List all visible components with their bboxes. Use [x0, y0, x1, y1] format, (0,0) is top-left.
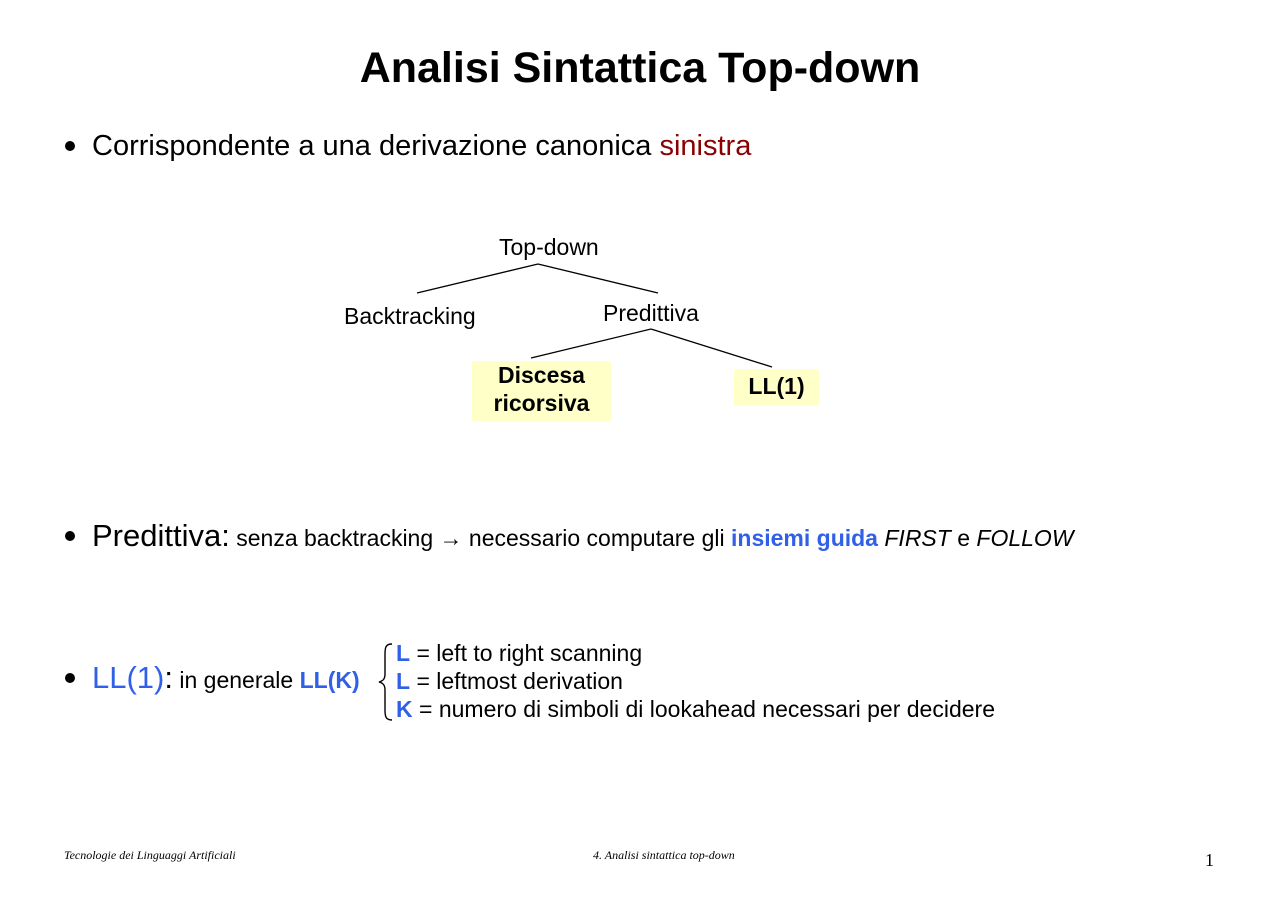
- bullet-3: [92, 658, 360, 704]
- footer-chapter: 4. Analisi sintattica top-down: [593, 848, 735, 862]
- tree-node-discesa-ricorsiva: [472, 361, 611, 421]
- bullet-2-conj: e: [950, 525, 977, 551]
- edge-root-predittiva: [538, 264, 658, 293]
- bullet-2-text2: necessario computare gli: [462, 525, 731, 551]
- edge-root-backtracking: [417, 264, 538, 293]
- ll-line-2-desc: = leftmost derivation: [410, 668, 623, 694]
- ll-line-1: [396, 639, 995, 667]
- bullet-3-colon: :: [164, 660, 173, 695]
- bullet-2-term: Predittiva: [92, 518, 222, 553]
- bullet-3-term: LL(1): [92, 660, 165, 695]
- bullet-2-highlight: insiemi guida: [731, 525, 878, 551]
- bullet-1-text: Corrispondente a una derivazione canonica: [92, 130, 660, 162]
- bullet-3-text1: in generale: [173, 667, 300, 693]
- edge-predittiva-ll1: [651, 329, 772, 367]
- page-title: Analisi Sintattica Top-down: [359, 44, 921, 92]
- ll-line-2-key: L: [396, 668, 411, 694]
- arrow-right-icon: →: [439, 525, 463, 551]
- bullet-2-first: FIRST: [884, 525, 951, 551]
- bullet-3-term2: LL(K): [299, 667, 360, 693]
- tree-node-predittiva: Predittiva: [603, 300, 699, 326]
- ll-line-3-desc: = numero di simboli di lookahead necessari per decidere: [412, 696, 995, 722]
- bullet-dot: [65, 531, 75, 541]
- tree-node-discesa-line2: ricorsiva: [493, 390, 590, 416]
- ll-line-2: [396, 667, 995, 695]
- footer-page-number: 1: [1205, 850, 1214, 870]
- ll-definitions: [396, 639, 995, 723]
- tree-node-root: Top-down: [499, 234, 599, 260]
- tree-node-ll1: LL(1): [734, 369, 819, 405]
- edge-predittiva-discesa: [531, 329, 651, 358]
- bullet-2-follow: FOLLOW: [976, 525, 1074, 551]
- tree-node-discesa-line1: Discesa: [498, 362, 585, 388]
- ll-line-3-key: K: [396, 696, 413, 722]
- ll-line-1-key: L: [396, 640, 411, 666]
- bullet-2-colon: :: [221, 518, 230, 553]
- bullet-dot: [65, 673, 75, 683]
- bullet-2: [92, 516, 1074, 562]
- bullet-2-text1: senza backtracking: [229, 525, 440, 551]
- ll-line-1-desc: = left to right scanning: [410, 640, 643, 666]
- footer-course: Tecnologie dei Linguaggi Artificiali: [64, 848, 236, 862]
- curly-brace-icon: [378, 642, 394, 722]
- bullet-1-highlight: sinistra: [659, 130, 752, 162]
- ll-line-3: [396, 695, 995, 723]
- tree-node-backtracking: Backtracking: [344, 303, 476, 329]
